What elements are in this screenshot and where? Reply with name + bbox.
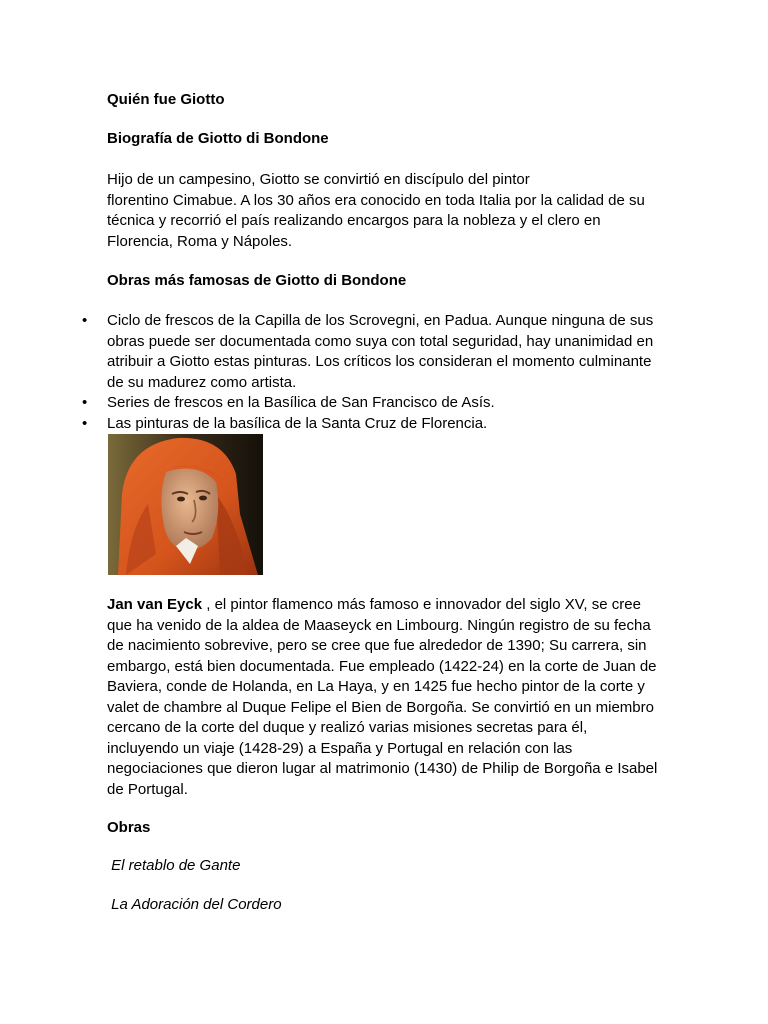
list-item: [82, 311, 653, 393]
biography-line: técnica y recorrió el país realizando encargos para la nobleza y el clero en: [107, 212, 601, 229]
list-item-line: atribuir a Giotto estas pinturas. Los críticos los consideran el momento culminante: [107, 353, 652, 370]
van-eyck-name: Jan van Eyck: [107, 596, 203, 613]
obra-item: El retablo de Gante: [107, 857, 241, 874]
bullet-icon: •: [82, 414, 88, 432]
van-eyck-line: valet de chambre al Duque Felipe el Bien de Borgoña. Se convirtió en un miembro: [107, 698, 654, 716]
obras-heading: Obras: [107, 819, 151, 836]
van-eyck-paragraph: [107, 595, 657, 800]
biography-heading: Biografía de Giotto di Bondone: [107, 130, 329, 147]
bullet-icon: •: [82, 394, 88, 411]
list-item-line: obras puede ser documentada como suya con total seguridad, hay unanimidad en: [107, 332, 654, 350]
biography-line: florentino Cimabue. A los 30 años era conocido en toda Italia por la calidad de su: [107, 191, 645, 209]
famous-works-heading: Obras más famosas de Giotto di Bondone: [107, 272, 407, 289]
van-eyck-line: negociaciones que dieron lugar al matrimonio (1430) de Philip de Borgoña e Isabel: [107, 760, 658, 777]
biography-paragraph: [107, 170, 645, 252]
list-item-line: Ciclo de frescos de la Capilla de los Scrovegni, en Padua. Aunque ninguna de sus: [107, 312, 654, 329]
van-eyck-line-text: , el pintor flamenco más famoso e innovador del siglo XV, se cree: [202, 596, 641, 613]
list-item: [82, 414, 653, 435]
list-item-line: Series de frescos en la Basílica de San Francisco de Asís.: [107, 394, 495, 411]
van-eyck-line: Baviera, conde de Holanda, en La Haya, y en 1425 fue hecho pintor de la corte y: [107, 678, 645, 695]
obra-item: La Adoración del Cordero: [107, 896, 282, 913]
page-title: Quién fue Giotto: [107, 91, 225, 108]
van-eyck-line: de nacimiento sobrevive, pero se cree que fue alrededor de 1390; Su carrera, sin: [107, 637, 647, 654]
van-eyck-line: embargo, está bien documentada. Fue empleado (1422-24) en la corte de Juan de: [107, 657, 657, 675]
van-eyck-first-line: [107, 595, 657, 616]
bullet-icon: •: [82, 312, 88, 329]
van-eyck-line: de Portugal.: [107, 780, 188, 798]
biography-line: Hijo de un campesino, Giotto se convirtió en discípulo del pintor: [107, 171, 530, 188]
list-item-line: Las pinturas de la basílica de la Santa Cruz de Florencia.: [107, 414, 488, 432]
famous-works-list: [82, 311, 653, 434]
list-item-line: de su madurez como artista.: [107, 373, 297, 391]
van-eyck-line: cercano de la corte del duque y realizó varias misiones secretas para él,: [107, 719, 588, 736]
van-eyck-line: incluyendo un viaje (1428-29) a España y Portugal en relación con las: [107, 739, 573, 757]
giotto-portrait-image: [108, 434, 263, 575]
biography-line: Florencia, Roma y Nápoles.: [107, 232, 293, 250]
van-eyck-line: que ha venido de la aldea de Maaseyck en Limbourg. Ningún registro de su fecha: [107, 616, 651, 634]
list-item: [82, 393, 653, 414]
